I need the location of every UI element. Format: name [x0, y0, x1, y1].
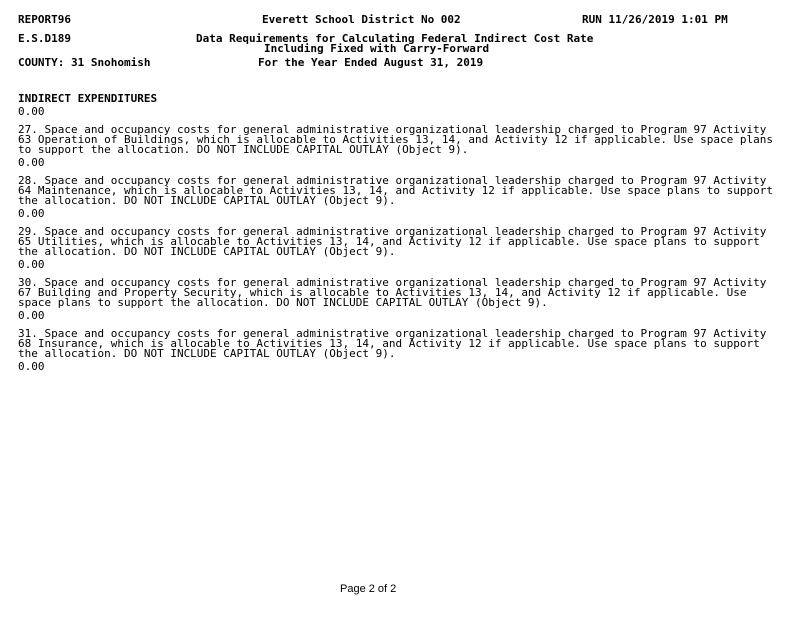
expenditure-item — [18, 227, 778, 270]
report-title-line-1: Data Requirements for Calculating Federal Indirect Cost Rate — [196, 32, 594, 45]
item-amount: 0.00 — [18, 360, 45, 373]
item-description: 31. Space and occupancy costs for general administrative organizational leadership charged to Program 97 Activity 68 Insurance, which is allocable to Activities 13, 14, and Activity 12 if applicable. Use space plans to support the allocation. DO NOT INCLUDE CAPITAL OUTLAY (Object 9). — [18, 327, 767, 360]
fiscal-year-label: For the Year Ended August 31, 2019 — [258, 56, 484, 69]
expenditure-item — [18, 125, 778, 168]
expenditure-item — [18, 329, 778, 372]
item-amount: 0.00 — [18, 207, 45, 220]
district-code: E.S.D189 — [18, 32, 71, 45]
item-amount: 0.00 — [18, 258, 45, 271]
section-total: 0.00 — [18, 105, 45, 118]
report-id: REPORT96 — [18, 13, 71, 26]
report-title — [196, 34, 593, 54]
expenditure-item — [18, 278, 778, 321]
item-description: 30. Space and occupancy costs for general administrative organizational leadership charged to Program 97 Activity 67 Building and Property Security, which is allocable to Activities 13, 14, and Activity 12 if applicable. Use space plans to support the allocation. DO NOT INCLUDE CAPITAL OUTLAY (Object 9). — [18, 276, 767, 309]
item-description: 27. Space and occupancy costs for general administrative organizational leadership charged to Program 97 Activity 63 Operation of Buildings, which is allocable to Activities 13, 14, and Activity 12 if applicable. Use space plans to support the allocation. DO NOT INCLUDE CAPITAL OUTLAY (Object 9). — [18, 123, 773, 156]
expenditure-items-list — [18, 125, 778, 380]
page-number: Page 2 of 2 — [340, 583, 397, 595]
item-description: 28. Space and occupancy costs for general administrative organizational leadership charged to Program 97 Activity 64 Maintenance, which is allocable to Activities 13, 14, and Activity 12 if applicable. Use space plans to support the allocation. DO NOT INCLUDE CAPITAL OUTLAY (Object 9). — [18, 174, 773, 207]
item-amount: 0.00 — [18, 156, 45, 169]
section-heading: INDIRECT EXPENDITURES — [18, 92, 158, 105]
county-label: COUNTY: 31 Snohomish — [18, 56, 151, 69]
run-timestamp: RUN 11/26/2019 1:01 PM — [582, 13, 728, 26]
expenditure-item — [18, 176, 778, 219]
district-name: Everett School District No 002 — [262, 13, 461, 26]
item-amount: 0.00 — [18, 309, 45, 322]
report-title-line-2: Including Fixed with Carry-Forward — [264, 42, 490, 55]
item-description: 29. Space and occupancy costs for general administrative organizational leadership charged to Program 97 Activity 65 Utilities, which is allocable to Activities 13, 14, and Activity 12 if applicable. Use space plans to support the allocation. DO NOT INCLUDE CAPITAL OUTLAY (Object 9). — [18, 225, 767, 258]
